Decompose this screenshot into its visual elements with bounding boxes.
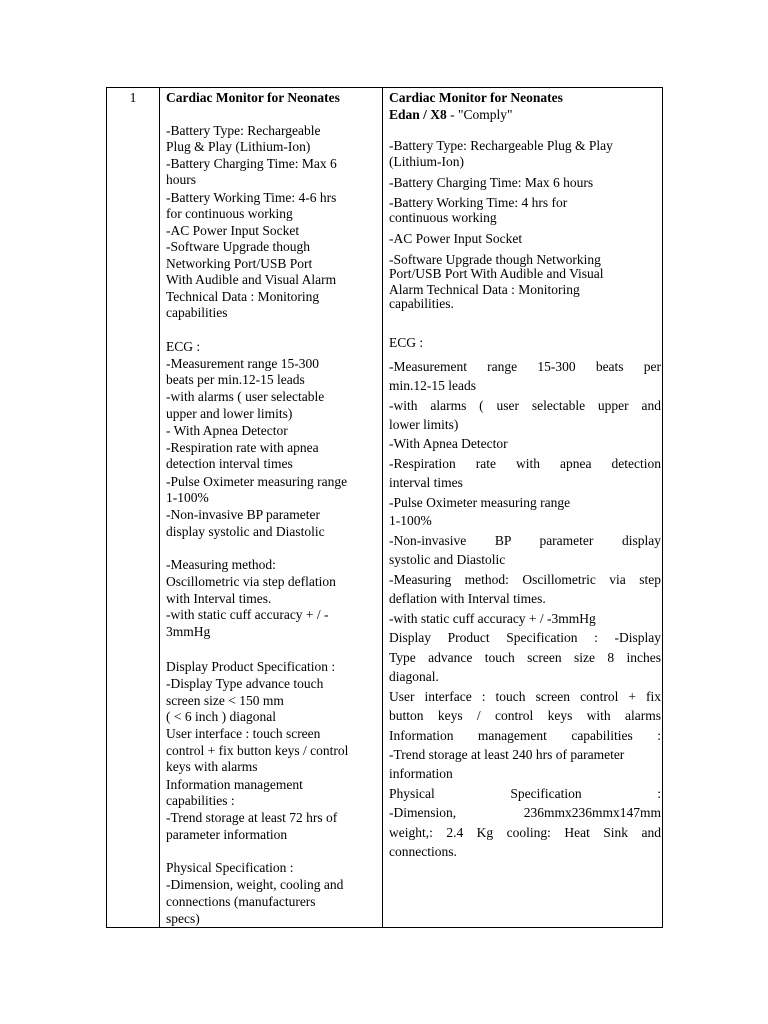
spec-line: -Software Upgrade though Networking [389,252,601,267]
spec-line: -with static cuff accuracy + / -3mmHg [389,611,596,626]
spec-line: capabilities. [389,296,454,311]
spec-line: User interface : touch screen [166,726,321,741]
spec-line: With Audible and Visual Alarm [166,272,337,287]
spec-line: connections. [389,844,457,859]
spec-line: -AC Power Input Socket [389,231,523,246]
spec-line: min.12-15 leads [389,378,476,393]
spec-line: Plug & Play (Lithium-Ion) [166,139,311,154]
spec-line: deflation with Interval times. [389,591,546,606]
offer-compliance: - "Comply" [446,107,513,122]
spec-line: continuous working [389,210,497,225]
spec-line: Alarm Technical Data : Monitoring [389,282,580,297]
spec-line: Physical Specification : [166,860,294,875]
spec-line: -Software Upgrade though [166,239,310,254]
spec-line: information [389,766,453,781]
spec-line: -Display Type advance touch [166,676,324,691]
spec-line: diagonal. [389,669,439,684]
spec-line: -AC Power Input Socket [166,223,300,238]
spec-line: -Trend storage at least 72 hrs of [166,810,338,825]
row-number: 1 [129,90,137,105]
spec-line: -Measuring method: [166,557,276,572]
spec-line: -Respiration rate with apnea detection [389,456,661,471]
spec-line: weight,: 2.4 Kg cooling: Heat Sink and [389,825,661,840]
spec-line: Type advance touch screen size 8 inches [389,650,661,665]
spec-line: -Dimension, weight, cooling and [166,877,344,892]
spec-line: display systolic and Diastolic [166,524,325,539]
spec-line: -with alarms ( user selectable upper and [389,398,661,413]
spec-line: - With Apnea Detector [166,423,288,438]
spec-line: -Respiration rate with apnea [166,440,319,455]
spec-line: -Battery Working Time: 4-6 hrs [166,190,337,205]
spec-line: 3mmHg [166,624,211,639]
spec-line: 1-100% [166,490,209,505]
spec-line: connections (manufacturers [166,894,316,909]
spec-table [106,87,663,928]
spec-line: -with alarms ( user selectable [166,389,325,404]
spec-line: -Pulse Oximeter measuring range [389,495,571,510]
spec-line: ECG : [389,335,424,350]
offer-title: Cardiac Monitor for Neonates [389,90,563,105]
spec-line: -Measuring method: Oscillometric via step [389,572,661,587]
spec-line: (Lithium-Ion) [389,154,464,169]
spec-line: capabilities [166,305,228,320]
spec-line: -Battery Charging Time: Max 6 [166,156,337,171]
spec-line: Display Product Specification : -Display [389,630,661,645]
spec-line: User interface : touch screen control + fix [389,689,661,704]
spec-line: lower limits) [389,417,459,432]
spec-line: hours [166,172,196,187]
spec-line: button keys / control keys with alarms [389,708,661,723]
spec-line: Oscillometric via step deflation [166,574,336,589]
offer-model [389,106,661,123]
spec-line: specs) [166,911,200,926]
spec-line: parameter information [166,827,288,842]
spec-line: Information management capabilities : [389,728,661,743]
spec-line: -Measurement range 15-300 beats per [389,359,661,374]
spec-line: -Battery Charging Time: Max 6 hours [389,175,594,190]
spec-line: -with static cuff accuracy + / - [166,607,329,622]
spec-line: -Battery Type: Rechargeable [166,123,321,138]
spec-line: interval times [389,475,463,490]
spec-line: ECG : [166,339,201,354]
spec-line: -Non-invasive BP parameter [166,507,320,522]
column-divider [382,88,383,927]
offer-model-name: Edan / X8 [389,107,447,122]
spec-line: with Interval times. [166,591,272,606]
spec-line: -Battery Type: Rechargeable Plug & Play [389,138,613,153]
spec-line: -Pulse Oximeter measuring range [166,474,348,489]
spec-line: keys with alarms [166,759,258,774]
requirement-title: Cardiac Monitor for Neonates [166,90,340,105]
spec-line: screen size < 150 mm [166,693,284,708]
spec-line: control + fix button keys / control [166,743,349,758]
spec-line: for continuous working [166,206,293,221]
spec-line: Information management [166,777,303,792]
spec-line: -Non-invasive BP parameter display [389,533,661,548]
spec-line: Physical Specification : [389,786,661,801]
column-divider [159,88,160,927]
spec-line: -Trend storage at least 240 hrs of parameter [389,747,625,762]
spec-line: systolic and Diastolic [389,552,506,567]
spec-line: -With Apnea Detector [389,436,508,451]
spec-line: Networking Port/USB Port [166,256,313,271]
spec-line: 1-100% [389,513,432,528]
spec-line: -Battery Working Time: 4 hrs for [389,195,568,210]
spec-line: -Measurement range 15-300 [166,356,319,371]
spec-line: Port/USB Port With Audible and Visual [389,266,604,281]
spec-line: capabilities : [166,793,235,808]
spec-line: Technical Data : Monitoring [166,289,320,304]
spec-line: ( < 6 inch ) diagonal [166,709,276,724]
spec-line: beats per min.12-15 leads [166,372,305,387]
spec-line: -Dimension, 236mmx236mmx147mm [389,805,661,820]
spec-line: upper and lower limits) [166,406,293,421]
spec-line: Display Product Specification : [166,659,336,674]
spec-line: detection interval times [166,456,293,471]
